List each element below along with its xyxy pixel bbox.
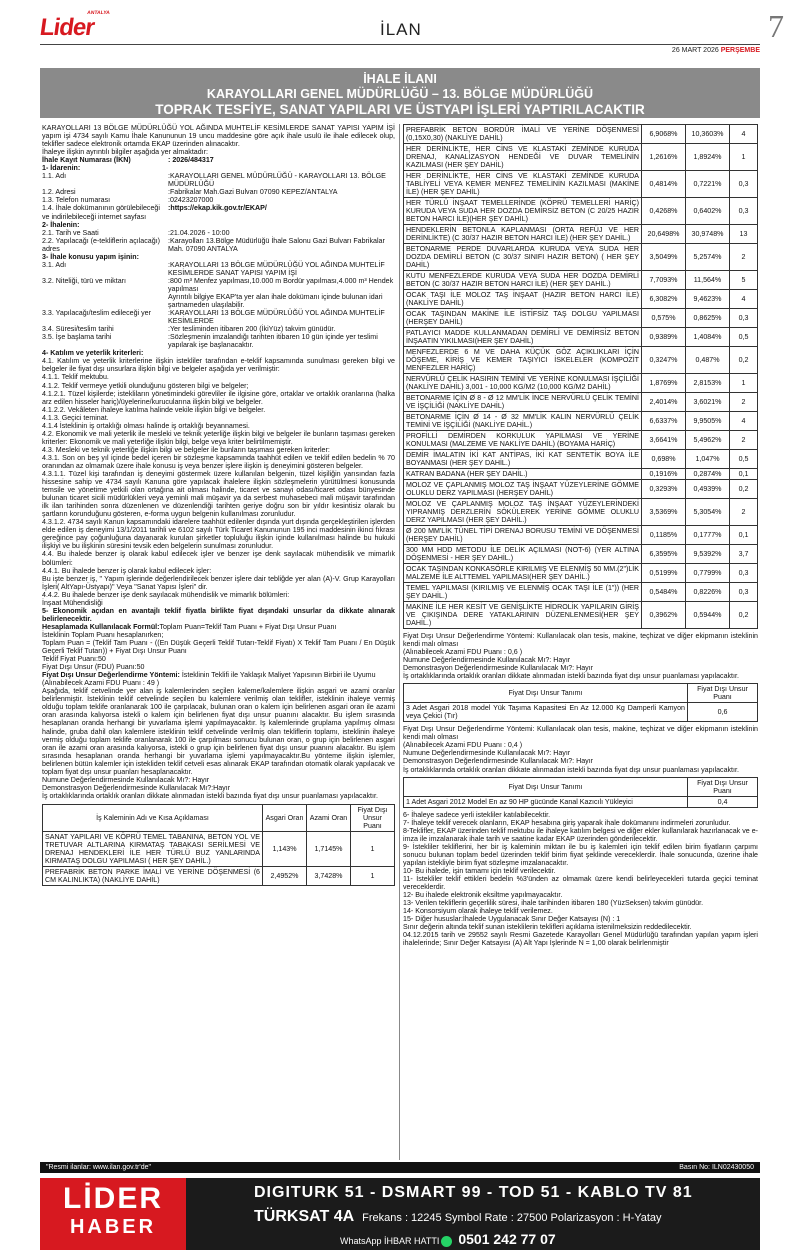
table-cell: 5,4962% — [686, 431, 730, 450]
table-cell: TEMEL YAPILMASI (KIRILMIŞ VE ELENMİŞ OCAK TAŞI İLE (1")) (HER ŞEY DAHİL.) — [404, 583, 642, 602]
paragraph: Numune Değerlendirmesinde Kullanılacak Mı?: Hayır — [403, 656, 571, 665]
table-cell: 4 — [730, 125, 758, 144]
info-row: 3.4. Süresi/teslim tarihi :Yer tesliminden itibaren 200 (İkiYüz) takvim günüdür. — [42, 325, 336, 334]
ad-channels: DIGITURK 51 - DSMART 99 - TOD 51 - KABLO TV 81 — [254, 1184, 693, 1201]
table-row — [404, 347, 758, 374]
table-cell: 0,9389% — [642, 328, 686, 347]
banner-line-1: İHALE İLANI — [363, 72, 437, 86]
whatsapp-icon — [441, 1236, 452, 1247]
paragraph: Toplam Puan = (Teklif Tam Puanı - ((En Düşük Geçerli Teklif Tutarı-Teklif Fiyatı) X Teklif Tam Puanı / En Düşük Geçerli Teklif Tutarı)) + Fiyat Dışı Unsur Puanı — [42, 639, 395, 656]
table-cell: OCAK TAŞINDAN MAKİNE İLE İSTİFSİZ TAŞ DOLGU YAPILMASI (HERŞEY DAHİL) — [404, 309, 642, 328]
formula-heading: Hesaplamada Kullanılacak Formül:Toplam Puan=Teklif Tam Puanı + Fiyat Dışı Unsur Puanı — [42, 622, 337, 631]
info-row: 3.1. Adı :KARAYOLLARI 13 BÖLGE MÜDÜRLÜĞÜ YOL AĞINDA MUHTELİF KESİMLERDE SANAT YAPISI YAPIM İŞİ — [42, 260, 385, 277]
table-cell: 0,4268% — [642, 198, 686, 225]
paragraph: Sınır değerin altında teklif sunan isteklilerin teklifleri açıklama istenilmeksizin reddedilecektir. — [403, 923, 692, 932]
table-header: Azami Oran — [307, 804, 351, 831]
table-cell: BETONARME İÇİN Ø 14 - Ø 32 MM'LİK KALIN NERVÜRLÜ ÇELİK TEMİNİ VE İŞÇİLİĞİ (NAKLİYE DAHİL.) — [404, 412, 642, 431]
section-3-heading: 3- İhale konusu yapım işinin: — [42, 252, 139, 261]
table-cell: 0,3 — [730, 583, 758, 602]
paragraph: Fiyat Dışı Unsur Değerlendirme Yöntemi: Kullanılacak olan tesis, makine, teçhizat ve diğer ekipmanın isteklinin kendi malı olması — [403, 725, 758, 742]
table-row — [404, 431, 758, 450]
table-cell: 0,3 — [730, 309, 758, 328]
table-cell: 300 MM HDD METODU İLE DELİK AÇILMASI (NOT-6) (YER ALTINA DÖŞENMESİ - HER ŞEY DAHİL.) — [404, 545, 642, 564]
info-row: 1.2. Adresi :Fabrikalar Mah.Gazi Bulvarı 07090 KEPEZ/ANTALYA — [42, 188, 338, 197]
table-cell: 1,8769% — [642, 374, 686, 393]
table-header-row: Fiyat Dışı Unsur Tanımı Fiyat Dışı Unsur Puanı — [404, 777, 758, 796]
paragraph: Aşağıda, teklif cetvelinde yer alan iş kalemlerinden seçilen kaleme/kalemlere ilişkin asgari ve azami oranlar belirlenmiştir. İsteklinin teklif cetvelinde seçilen bu kalemlere verilmiş olan teklifler, isteklinin ihaleye vermiş olduğu toplam teklife oranlanarak 100 ile çarpılacak, bulunan oran o kalem için belirlenen asgari oran ile azami oran arasında kalıyorsa istekli o kalem için belirlenen fiyat dışı unsur puanını alacaktır. Bu işlem sırasında hesaplanan oranda herhangi bir yuvarlama işlemi yapılmayacaktır. İş kalemlerinde gruplama yapılmış olması halinde, gruba dahil olan kalemlere isteklinin teklif cetvelinde verilmiş olan tekliflerin toplamı, isteklinin ihaleye vermiş olduğu toplam teklife oranlanarak 100 ile çarpılması sonucu bulunan oran, o grup için belirlenen asgari oran ile azami oran arasında kalıyorsa, istekli o grup için belirlenen fiyat dışı unsur puanını alacaktır. Bu işlem sırasında hesaplanan oranda herhangi bir yuvarlama işlemi yapılmayacaktır.Bu yönteme ilişkin işlemler, belirlenen bütün kalemler için istekliden teklif cetveli esas alınarak EKAP tarafından otomatik olarak yapılacak ve toplam fiyat dışı unsur puanları hesaplanacaktır. — [42, 687, 395, 776]
paragraph: 4.4.2. Bu ihalede benzer işe denk sayılacak mühendislik ve mimarlık bölümleri: — [42, 590, 290, 599]
paragraph: 4.1.2.2. Vekâleten ihaleye katılma halinde vekile ilişkin bilgi ve belgeler. — [42, 405, 266, 414]
footer-left: "Resmi ilanlar: www.ilan.gov.tr'de" — [46, 1164, 151, 1171]
table-cell: 2,8153% — [686, 374, 730, 393]
table-cell: 3,5369% — [642, 499, 686, 526]
paragraph: 7- İhaleye teklif verecek olanların, EKAP hesabına giriş yaparak ihale dokümanını indirmeleri zorunludur. — [403, 818, 731, 827]
table-cell: 0,3293% — [642, 480, 686, 499]
table-cell: 0,2 — [730, 480, 758, 499]
ekap-link[interactable]: :https://ekap.kik.gov.tr/EKAP/ — [168, 204, 267, 213]
paragraph: İş ortaklıklarında ortaklık oranları dikkate alınmadan istekli bazında fiyat dışı unsur puanlaması yapılacaktır. — [42, 791, 378, 800]
table-cell: 0,2 — [730, 602, 758, 629]
paragraph: 11- İstekliler teklif ettikleri bedelin %3'ünden az olmamak üzere kendi belirleyecekleri tutarda geçici teminat vereceklerdir. — [403, 874, 758, 891]
paragraph: (Alınabilecek Azami FDU Puanı : 0,4 ) — [403, 741, 523, 750]
paragraph: 5- Ekonomik açıdan en avantajlı teklif fiyatla birlikte fiyat dışındaki unsurlar da dikkate alınarak belirlenecektir. — [42, 606, 395, 623]
table-cell: MOLOZ VE ÇAPLANMIŞ MOLOZ TAŞ İNŞAAT YÜZEYLERİNE GÖMME OLUKLU DERZ YAPILMASI (HERŞEY DAHİL) — [404, 480, 642, 499]
fdu-heading: Fiyat Dışı Unsur Değerlendirme Yöntemi: İsteklinin Teklifi ile Yaklaşık Maliyet Yapısının Birbiri ile Uyumu — [42, 671, 376, 680]
table-cell: 4 — [730, 412, 758, 431]
table-cell: 0,1185% — [642, 526, 686, 545]
paragraph: (Alınabilecek Azami FDU Puanı : 0,6 ) — [403, 648, 523, 657]
table-cell: 11,564% — [686, 271, 730, 290]
table-cell: 1 — [730, 374, 758, 393]
table-cell: KATRAN BADANA (HER ŞEY DAHİL.) — [404, 469, 642, 480]
paragraph: 4.1.3. Geçici teminat. — [42, 413, 109, 422]
paragraph: Fiyat Dışı Unsur (FDU) Puanı:50 — [42, 663, 145, 672]
table-cell: 1,4084% — [686, 328, 730, 347]
paragraph: İş ortaklıklarında ortaklık oranları dikkate alınmadan istekli bazında fiyat dışı unsur puanlaması yapılacaktır. — [403, 765, 739, 774]
table-row — [404, 564, 758, 583]
table-cell: 1,8924% — [686, 144, 730, 171]
work-items-table-left — [42, 804, 395, 886]
table-cell: 2 — [730, 393, 758, 412]
paragraph: Demonstrasyon Değerlendirmesinde Kullanılacak Mı?:Hayır — [42, 783, 231, 792]
advertisement[interactable] — [40, 1178, 760, 1250]
table-cell: 6,6337% — [642, 412, 686, 431]
paragraph: 4.1.2.1. Tüzel kişilerde; istekliların yönetimindeki görevliler ile ilgisine göre, ortaklar ve ortaklık oranlarına (halka arz edilen hisseler hariç)/üyelerine/kurucularına ilişkin bilgi ve belgeler. — [42, 389, 395, 406]
table-cell: 0,5199% — [642, 564, 686, 583]
paragraph: 4.3. Mesleki ve teknik yeterliğe ilişkin bilgi ve belgeler ile bunların taşıması gereken kriterler: — [42, 445, 330, 454]
table-cell: 2,4014% — [642, 393, 686, 412]
table-row — [404, 480, 758, 499]
table-row — [404, 526, 758, 545]
fdu-table-1 — [403, 683, 758, 722]
table-cell: HER DERİNLİKTE, HER CİNS VE KLASTAKİ ZEMİNDE KURUDA TABLİYELİ VEYA KEMER MENFEZ TEMELİNİN KAZILMASI (MAKİNE İLE) (HER ŞEY DAHİL) — [404, 171, 642, 198]
table-row — [404, 171, 758, 198]
paragraph: 4.3.1.2. 4734 sayılı Kanun kapsamındaki idarelere taahhüt edilenler dışında yurt dışında gerçekleştirilen işlerden elde edilen iş deneyimi 13/1/2011 tarihli ve 6102 sayılı Türk Ticaret Kanununun 195 inci maddesinin ikinci fıkrası gereğince pay çoğunluğuna dayanarak kurulan şirketler topluluğu ilişkin içinde kullanılması halinde bu hukuki ilişkiyi ve bu ilişkinin süresini tevsik eden belgelerin sunulması zorunludur. — [42, 518, 395, 551]
newspaper-logo[interactable]: Lider ANTALYA — [38, 10, 111, 41]
table-row — [404, 583, 758, 602]
table-row: SANAT YAPILARI VE KÖPRÜ TEMEL TABANINA, BETON YOL VE TRETUVAR ALTLARINA KIRMATAŞ TABAKASI SERİLMESİ VE DRENAJ HENDEKLERİ İLE HER TÜRLÜ BUZ YANLARINDA KIRMATAŞ DOLGU YAPILMASI ( HER ŞEY DAHİL.) 1,143% 1,7145% 1 — [43, 831, 395, 866]
paragraph: 4.3.1.1. Tüzel kişi tarafından iş deneyimi göstermek üzere kullanılan belgenin, tüzel kişiliğin yarısından fazla hissesine sahip ve 4734 sayılı Kanuna göre yapılacak ihalelere ilişkin sözleşmelerin yürütülmesi konusunda temsile ve yönetime yetkili olan ortağına ait olması halinde, ticaret ve sanayi odası/ticaret odası bünyesinde bulunan ticaret sicili müdürlükleri veya yeminli mali müşavir ya da serbest muhasebeci mali müşavir tarafından ilk ilan tarihinden sonra düzenlenen ve düzenlendiği tarihten geriye doğru son bir yıldır kesintisiz olarak bu şartların korunduğunu gösteren, e-forma uygun belgenin kullanılması zorunludur. — [42, 470, 395, 519]
table-cell: HER DERİNLİKTE, HER CİNS VE KLASTAKİ ZEMİNDE KURUDA DRENAJ, KANALİZASYON HENDEĞİ VE DUVAR TEMELİNİN KAZILMASI (HER ŞEY DAHİL) — [404, 144, 642, 171]
info-row: 3.3. Yapılacağı/teslim edileceği yer :KARAYOLLARI 13 BÖLGE MÜDÜRLÜĞÜ YOL AĞINDA MUHTELİF KESİMLERDE — [42, 309, 385, 326]
table-cell: HER TÜRLÜ İNŞAAT TEMELLERİNDE (KÖPRÜ TEMELLERİ HARİÇ) KURUDA VEYA SUDA HER DOZDA DEMİRSİZ BETON (C 20/25 HAZIR BETON HARCI İLE)(HER ŞEY DAHİL) — [404, 198, 642, 225]
table-cell: 5,3054% — [686, 499, 730, 526]
table-cell: PROFİLLİ DEMİRDEN KORKULUK YAPILMASI VE YERİNE KONULMASI (MALZEME VE NAKLİYE DAHİL) (BOYAMA HARİÇ) — [404, 431, 642, 450]
table-row — [404, 602, 758, 629]
table-cell: 2 — [730, 431, 758, 450]
table-cell: 20,6498% — [642, 225, 686, 244]
table-cell: 7,7093% — [642, 271, 686, 290]
table-cell: OCAK TAŞI İLE MOLOZ TAŞ İNŞAAT (HAZIR BETON HARCI İLE) (NAKLİYE DAHİL) — [404, 290, 642, 309]
paragraph: 9- İstekliler tekliflerini, her bir iş kaleminin miktarı ile bu iş kalemleri için teklif edilen birim fiyatların çarpımı sonucu bulunan toplam bedel üzerinden teklif birim fiyat şeklinde vereceklerdir. İhale sonucunda, üzerine ihale yapılan istekliyle birim fiyat sözleşme imzalanacaktır. — [403, 842, 758, 867]
table-cell: BETONARME İÇİN Ø 8 - Ø 12 MM'LİK İNCE NERVÜRLÜ ÇELİK TEMİNİ VE İŞÇİLİĞİ (NAKLİYE DAHİL) — [404, 393, 642, 412]
left-column — [42, 124, 395, 886]
table-row — [404, 450, 758, 469]
footer-right: Basın No: ILN02430050 — [679, 1164, 754, 1171]
table-cell: PREFABRİK BETON BORDÜR İMALİ VE YERİNE DÖŞENMESİ (0,15X0,30) (NAKLİYE DAHİL) — [404, 125, 642, 144]
table-cell: PATLAYICI MADDE KULLANMADAN DEMİRLİ VE DEMİRSİZ BETON İNŞAATIN YIKILMASI(HER ŞEY DAHİL) — [404, 328, 642, 347]
table-cell: 2 — [730, 499, 758, 526]
paragraph: 04.12.2015 tarih ve 29552 sayılı Resmi Gazetede Karayolları Genel Müdürlüğü tarafından yapılan yapım işleri ihalelerinde; Sınır Değer Katsayısı (A) Alt Yapı İşlerinde N = 1,00 olarak belirlenmiştir — [403, 931, 758, 948]
paragraph: İş ortaklıklarında ortaklık oranları dikkate alınmadan istekli bazında fiyat dışı unsur puanlaması yapılacaktır. — [403, 672, 739, 681]
table-cell: 4 — [730, 290, 758, 309]
ad-satellite: TÜRKSAT 4A Frekans : 12245 Symbol Rate : 27500 Polarizasyon : H-Yatay — [254, 1208, 662, 1225]
paragraph: 4.1. Katılım ve yeterlik kriterlerine ilişkin istekliler tarafından e-teklif kapsamında sunulması gereken bilgi ve belgeler ile fiyat dışı unsurlara ilişkin bilgi ve belgeler aşağıda yer verilmiştir: — [42, 357, 395, 374]
table-cell: MOLOZ VE ÇAPLANMIŞ MOLOZ TAŞ İNŞAAT YÜZEYLERİNDEKİ YIPRANMIŞ DERZLERİN SÖKÜLEREK YERİNE GÖMME OLUKLU DERZ YAPILMASI (HER ŞEY DAHİL.) — [404, 499, 642, 526]
table-cell: 6,9068% — [642, 125, 686, 144]
table-cell: 0,1 — [730, 469, 758, 480]
paragraph: Teklif Fiyat Puanı:50 — [42, 655, 106, 664]
table-cell: 0,1916% — [642, 469, 686, 480]
table-cell: KUTU MENFEZLERDE KURUDA VEYA SUDA HER DOZDA DEMİRLİ BETON (C 30/37 HAZIR BETON HARCI İLE) (HER ŞEY DAHİL.) — [404, 271, 642, 290]
table-cell: 0,487% — [686, 347, 730, 374]
paragraph: 15- Diğer hususlar:İhalede Uygulanacak Sınır Değer Katsayısı (N) : 1 — [403, 915, 621, 924]
intro-text-2: İhaleye ilişkin ayrıntılı bilgiler aşağıda yer almaktadır: — [42, 148, 208, 157]
paragraph: Numune Değerlendirmesinde Kullanılacak Mı?: Hayır — [403, 749, 571, 758]
table-row — [404, 545, 758, 564]
table-cell: 30,9748% — [686, 225, 730, 244]
info-row: 3.5. İşe başlama tarihi :Sözleşmenin imzalandığı tarihten itibaren 10 gün içinde yer teslimi yapılarak işe başlanacaktır. — [42, 333, 378, 350]
table-cell: 3,5049% — [642, 244, 686, 271]
paragraph: İnşaat Mühendisliği — [42, 598, 103, 607]
page-number: 7 — [768, 8, 784, 44]
table-row — [404, 144, 758, 171]
table-cell: 3,6021% — [686, 393, 730, 412]
table-cell: 0,1 — [730, 526, 758, 545]
paragraph: Fiyat Dışı Unsur Değerlendirme Yöntemi: Kullanılacak olan tesis, makine, teçhizat ve diğer ekipmanın isteklinin kendi malı olması — [403, 632, 758, 649]
section-2-heading: 2- İhalenin: — [42, 220, 80, 229]
table-header: Asgari Oran — [263, 804, 307, 831]
table-cell: 3,7 — [730, 545, 758, 564]
paragraph: 14- Konsorsiyum olarak ihaleye teklif verilemez. — [403, 907, 553, 916]
table-row — [404, 309, 758, 328]
paragraph: 4.1.2. Teklif vermeye yetkili olunduğunu gösteren bilgi ve belgeler; — [42, 381, 249, 390]
table-cell: DEMİR İMALATIN İKİ KAT ANTİPAS, İKİ KAT SENTETİK BOYA İLE BOYANMASI (HER ŞEY DAHİL.) — [404, 450, 642, 469]
footer-bar — [40, 1162, 760, 1173]
table-cell: 9,9505% — [686, 412, 730, 431]
table-header-row: Fiyat Dışı Unsur Tanımı Fiyat Dışı Unsur Puanı — [404, 684, 758, 703]
table-cell: 1 — [730, 144, 758, 171]
table-cell: 3,6641% — [642, 431, 686, 450]
table-cell: 0,698% — [642, 450, 686, 469]
table-row: 1 Adet Asgari 2012 Model En az 90 HP gücünde Kanal Kazıcılı Yükleyici 0,4 — [404, 796, 758, 807]
table-cell: 5 — [730, 271, 758, 290]
table-row — [404, 412, 758, 431]
table-row — [404, 244, 758, 271]
table-row — [404, 499, 758, 526]
table-cell: Ø 200 MM'LİK TÜNEL TİPİ DRENAJ BORUSU TEMİNİ VE DÖŞENMESİ (HERŞEY DAHİL) — [404, 526, 642, 545]
table-cell: MAKİNE İLE HER KESİT VE GENİŞLİKTE HİDROLİK YAPILARIN GİRİŞ VE ÇIKIŞINDA DERE YATAKLARININ DÜZENLENMESİ(HER ŞEY DAHİL.) — [404, 602, 642, 629]
table-cell: 0,7799% — [686, 564, 730, 583]
table-cell: HENDEKLERİN BETONLA KAPLANMASI (ORTA REFÜJ VE HER DERİNLİKTE) (C 30/37 HAZIR BETON HARCI İLE) (HER ŞEY DAHİL.) — [404, 225, 642, 244]
table-row — [404, 374, 758, 393]
banner-line-2: KARAYOLLARI GENEL MÜDÜRLÜĞÜ – 13. BÖLGE MÜDÜRLÜĞÜ — [206, 87, 594, 101]
paragraph: 13- Verilen tekliflerin geçerlilik süresi, ihale tarihinden itibaren 180 (YüzSeksen) takvim günüdür. — [403, 899, 704, 908]
table-cell: 0,3962% — [642, 602, 686, 629]
table-cell: 0,5944% — [686, 602, 730, 629]
paragraph: 4.1.4 İsteklinin iş ortaklığı olması halinde iş ortaklığı beyannamesi. — [42, 421, 250, 430]
table-row — [404, 198, 758, 225]
table-cell: 6,3595% — [642, 545, 686, 564]
table-cell: 0,2 — [730, 347, 758, 374]
table-cell: MENFEZLERDE 6 M VE DAHA KÜÇÜK GÖZ AÇIKLIKLARI İÇİN DÖŞEME, KİRİŞ VE KEMER TAŞIYICI İSKELELER (KOMPOZİT MENFEZLER HARİÇ) — [404, 347, 642, 374]
section-1-heading: 1- İdarenin: — [42, 164, 81, 173]
table-cell: 0,8226% — [686, 583, 730, 602]
column-divider — [399, 124, 400, 1160]
paragraph: İsteklinin Toplam Puanı hesaplanırken; — [42, 630, 164, 639]
table-header-row — [43, 804, 395, 831]
table-row — [404, 393, 758, 412]
dateline: 26 MART 2026 PERŞEMBE — [671, 47, 760, 54]
table-cell: BETONARME PERDE DUVARLARDA KURUDA VEYA SUDA HER DOZDA DEMİRLİ BETON (C 30/37 SINIFI HAZIR BETON) ( HER ŞEY DAHİL) — [404, 244, 642, 271]
table-row — [404, 125, 758, 144]
table-cell: NERVÜRLÜ ÇELİK HASIRIN TEMİNİ VE YERİNE KONULMASI İŞÇİLİĞİ (NAKLİYE DAHİL) 3,001 - 10,000 KG/M2 (10,000 KG/M2 DAHİL) — [404, 374, 642, 393]
paragraph: Demonstrasyon Değerlendirmesinde Kullanılacak Mı?: Hayır — [403, 757, 594, 766]
section-title: İLAN — [380, 20, 422, 39]
paragraph: 4.4.1. Bu ihalede benzer iş olarak kabul edilecek işler: — [42, 566, 212, 575]
ad-whatsapp[interactable]: WhatsApp İHBAR HATTI 0501 242 77 07 — [340, 1231, 556, 1247]
table-cell: 5,2574% — [686, 244, 730, 271]
info-row: 1.1. Adı :KARAYOLLARI GENEL MÜDÜRLÜĞÜ - KARAYOLLARI 13. BÖLGE MÜDÜRLÜĞÜ — [42, 172, 386, 189]
info-row: 1.4. İhale dokümanının görülebileceği ve indirilebileceği internet sayfası :https://ekap.kik.gov.tr/EKAP/ — [42, 204, 395, 220]
info-row: 3.2. Niteliği, türü ve miktarı :800 m³ Menfez yapılması,10.000 m Bordür yapılması,4.000 m³ Hendek yapılması Ayrıntılı bilgiye EKAP'ta yer alan ihale dokümanı içinde bulunan idari şartnameden ulaşılabilir. — [42, 276, 394, 310]
paragraph: 4.3.1. Son on beş yıl içinde bedel içeren bir sözleşme kapsamında taahhüt edilen ve teklif edilen bedelin % 70 oranından az olmamak üzere ihale konusu iş veya benzer işlere ilişkin iş deneyimini gösteren belgeler. — [42, 453, 395, 470]
intro-text: KARAYOLLARI 13 BÖLGE MÜDÜRLÜĞÜ YOL AĞINDA MUHTELİF KESİMLERDE SANAT YAPISI YAPIM İŞİ yapım işi 4734 sayılı Kamu İhale Kanununun 19 uncu maddesine göre açık ihale usulü ile ihale edilecek olup, teklifler sadece elektronik ortamda EKAP üzerinden alınacaktır. — [42, 124, 395, 149]
table-cell: 0,5 — [730, 450, 758, 469]
paragraph: (Alınabilecek Azami FDU Puanı : 49 ) — [42, 679, 160, 688]
right-column — [403, 124, 758, 947]
table-row — [404, 328, 758, 347]
table-cell: 0,5 — [730, 328, 758, 347]
table-cell: 0,3 — [730, 171, 758, 198]
fdu-table-2 — [403, 777, 758, 808]
notice-banner — [40, 68, 760, 118]
info-row: 2.1. Tarih ve Saati :21.04.2026 - 10:00 — [42, 228, 230, 237]
paragraph: 12- Bu ihalede elektronik eksiltme yapılmayacaktır. — [403, 891, 563, 900]
table-cell: 0,4939% — [686, 480, 730, 499]
table-cell: 10,3603% — [686, 125, 730, 144]
table-header: İş Kaleminin Adı ve Kısa Açıklaması — [43, 804, 263, 831]
paragraph: Demonstrasyon Değerlendirmesinde Kullanılacak Mı?: Hayır — [403, 664, 594, 673]
paragraph: Numune Değerlendirmesinde Kullanılacak Mı?: Hayır — [42, 775, 210, 784]
table-cell: 6,3082% — [642, 290, 686, 309]
table-cell: 9,4623% — [686, 290, 730, 309]
table-cell: 0,6402% — [686, 198, 730, 225]
paragraph: Bu işte benzer iş, " Yapım işlerinde değerlendirilecek benzer işlere dair tebliğde yer alan (A)-V. Grup Karayolları İşleri( AltYapı-Üstyapı)" Veya "Sanat Yapısı İşleri" dir. — [42, 574, 395, 591]
paragraph: 10- Bu ihalede, işin tamamı için teklif verilecektir. — [403, 866, 556, 875]
paragraph: 4.4. Bu ihalede benzer iş olarak kabul edilecek işler ve benzer işe denk sayılacak mühendislik ve mimarlık bölümleri: — [42, 550, 395, 567]
table-cell: 0,8625% — [686, 309, 730, 328]
ikn-row: İhale Kayıt Numarası (İKN) : 2026/484317 — [42, 156, 214, 165]
table-cell: 2 — [730, 244, 758, 271]
table-cell: 1,047% — [686, 450, 730, 469]
table-cell: 0,7221% — [686, 171, 730, 198]
table-cell: 9,5392% — [686, 545, 730, 564]
table-header: Fiyat Dışı Unsur Puanı — [351, 804, 395, 831]
table-cell: 0,1777% — [686, 526, 730, 545]
ad-logo: LİDER HABER — [40, 1178, 186, 1250]
table-row — [404, 225, 758, 244]
table-row: PREFABRİK BETON PARKE İMALİ VE YERİNE DÖŞENMESİ (6 CM KALINLIKTA) (NAKLİYE DAHİL) 2,4952% 3,7428% 1 — [43, 866, 395, 885]
table-row — [404, 469, 758, 480]
table-cell: 13 — [730, 225, 758, 244]
table-cell: 0,3247% — [642, 347, 686, 374]
table-cell: 0,3 — [730, 198, 758, 225]
table-cell: 1,2616% — [642, 144, 686, 171]
table-cell: 0,2874% — [686, 469, 730, 480]
paragraph: 4.1.1. Teklif mektubu. — [42, 373, 109, 382]
table-cell: OCAK TAŞINDAN KONKASÖRLE KIRILMIŞ VE ELENMİŞ 50 MM.(2")LİK MALZEME İLE ALTTEMEL YAPILMASI(HER ŞEY DAHİL.) — [404, 564, 642, 583]
table-cell: 0,4814% — [642, 171, 686, 198]
work-items-table-right — [403, 124, 758, 629]
section-4-heading: 4- Katılım ve yeterlik kriterleri: — [42, 349, 144, 358]
table-cell: 0,575% — [642, 309, 686, 328]
info-row: 1.3. Telefon numarası :02423207000 — [42, 196, 214, 205]
page-header — [0, 0, 800, 60]
table-row: 3 Adet Asgari 2018 model Yük Taşıma Kapasitesi En Az 12.000 Kg Damperli Kamyon veya Çekici (Tır) 0,6 — [404, 703, 758, 722]
table-cell: 0,5484% — [642, 583, 686, 602]
header-divider — [40, 44, 760, 45]
table-cell: 0,3 — [730, 564, 758, 583]
info-row: 2.2. Yapılacağı (e-tekliflerin açılacağı) adres :Karayolları 13.Bölge Müdürlüğü İhale Salonu Gazi Bulvarı Fabrikalar Mah. 07090 ANTALYA — [42, 236, 385, 253]
paragraph: 8-Teklifler, EKAP üzerinden teklif mektubu ile ihaleye katılım belgesi ve diğer ekler kullanılarak hazırlanacak ve e-imza ile imzalanarak ihale tarih ve saatine kadar EKAP üzerinden gönderilecektir. — [403, 826, 758, 843]
table-row — [404, 290, 758, 309]
paragraph: 4.2. Ekonomik ve mali yeterlik ile mesleki ve teknik yeterliğe ilişkin bilgi ve belgeler ile bunların taşıması gereken kriterler: Ekonomik ve mali yeterliğe ilişkin bilgi, belge veya kriter belirtilmemiştir. — [42, 429, 395, 446]
paragraph: 6- İhaleye sadece yerli istekliler katılabilecektir. — [403, 810, 551, 819]
table-row — [404, 271, 758, 290]
banner-line-3: TOPRAK TESFİYE, SANAT YAPILARI VE ÜSTYAPI İŞLERİ YAPTIRILACAKTIR — [155, 102, 645, 117]
